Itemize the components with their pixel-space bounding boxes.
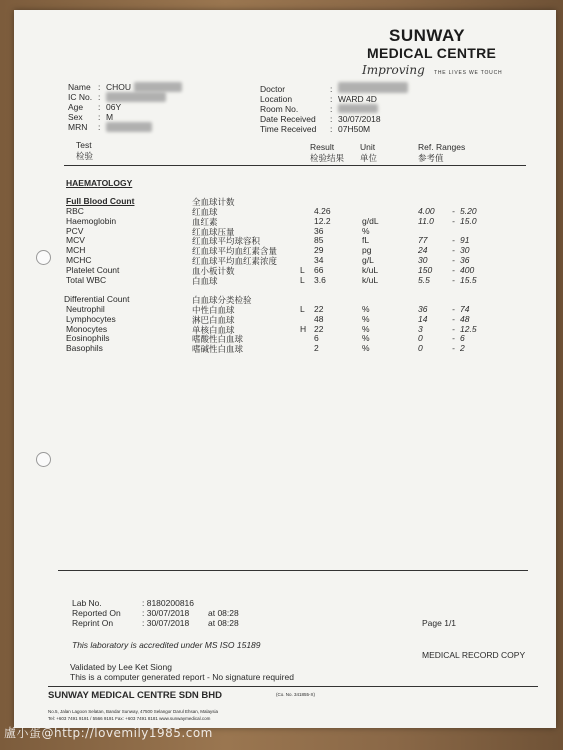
reprint-date: : 30/07/2018	[142, 618, 190, 628]
tagline-small: THE LIVES WE TOUCH	[434, 70, 503, 76]
page-number: Page 1/1	[422, 618, 457, 628]
range-dash: -	[452, 235, 455, 246]
range-dash: -	[452, 343, 455, 354]
col-unit: Unit	[360, 142, 376, 152]
col-result: Result	[310, 142, 335, 152]
range-dash: -	[452, 245, 455, 256]
name-label: Name	[68, 82, 91, 92]
cell-lo: 36	[418, 304, 428, 314]
cell-result: 6	[314, 333, 319, 344]
colon: :	[98, 82, 101, 92]
time-received-value: 07H50M	[338, 124, 371, 134]
cell-name: Platelet Count	[66, 264, 120, 275]
cell-lo: 150	[418, 264, 433, 275]
cell-result: 85	[314, 235, 324, 246]
cell-unit: %	[362, 225, 370, 236]
cell-lo: 5.5	[418, 274, 430, 285]
colon: :	[330, 84, 333, 94]
cell-result: 36	[314, 225, 324, 236]
computer-generated-note: This is a computer generated report - No signature required	[70, 672, 294, 682]
patient-sex: M	[106, 112, 114, 122]
patient-name: CHOU	[106, 82, 132, 92]
colon: :	[98, 122, 101, 132]
lab-no-value: : 8180200816	[142, 598, 194, 608]
cell-name: MCHC	[66, 255, 92, 265]
col-ref-cn: 参考值	[418, 153, 444, 163]
cell-hi: 2	[460, 343, 465, 354]
cell-lo: 4.00	[418, 206, 435, 216]
cell-lo: 3	[418, 323, 423, 334]
range-dash: -	[452, 304, 455, 314]
tagline-script: Improving	[362, 63, 425, 77]
cell-unit: %	[362, 313, 370, 324]
cell-result: 29	[314, 245, 324, 256]
footer-divider	[58, 570, 528, 571]
address-line2: Tel: +603 7491 9191 / 5566 9191 Fax: +603 7491 8181 www.sunwaymedical.com	[48, 716, 211, 721]
reprint-at: at 08:28	[208, 618, 239, 628]
reprint-label: Reprint On	[72, 618, 114, 628]
cell-result: 12.2	[314, 215, 331, 226]
diff-title: Differential Count	[64, 294, 130, 304]
address-line1: No.5, Jalan Lagoon Selatan, Bandar Sunway, 47500 Selangor Darul Ehsan, Malaysia	[48, 709, 219, 714]
cell-cn: 红血球平均血红素含量	[192, 246, 278, 257]
lab-report-page	[14, 10, 556, 728]
cell-lo: 30	[418, 255, 428, 265]
range-dash: -	[452, 313, 455, 324]
cell-cn: 单核白血球	[192, 324, 235, 335]
cell-result: 2	[314, 343, 319, 354]
cell-result: 22	[314, 304, 324, 314]
colon: :	[98, 112, 101, 122]
redaction-blur	[338, 104, 378, 113]
cell-cn: 中性白血球	[192, 305, 235, 315]
cell-hi: 74	[460, 304, 470, 314]
cell-hi: 91	[460, 235, 470, 246]
cell-result: 48	[314, 313, 324, 324]
cell-result: 22	[314, 323, 324, 334]
location-value: WARD 4D	[338, 94, 377, 104]
doctor-label: Doctor	[260, 84, 286, 94]
lab-no-label: Lab No.	[72, 598, 102, 608]
cell-hi: 6	[460, 333, 465, 344]
reported-label: Reported On	[72, 608, 121, 618]
range-dash: -	[452, 264, 455, 275]
section-title: HAEMATOLOGY	[66, 178, 133, 188]
cell-name: Neutrophil	[66, 304, 105, 314]
cell-cn: 红血球	[192, 207, 218, 217]
cell-unit: %	[362, 323, 370, 334]
colon: :	[330, 94, 333, 104]
punch-hole	[36, 452, 51, 467]
cell-cn: 淋巴白血球	[192, 314, 235, 325]
fbc-title: Full Blood Count	[66, 196, 135, 206]
cell-unit: pg	[362, 245, 372, 256]
colon: :	[330, 124, 333, 134]
diff-title-cn: 白血球分类检验	[192, 295, 252, 305]
cell-unit: %	[362, 304, 370, 314]
cell-flag: L	[300, 264, 305, 275]
accreditation: This laboratory is accredited under MS ISO 15189	[72, 640, 261, 650]
cell-flag: L	[300, 274, 305, 285]
cell-flag: L	[300, 304, 305, 314]
cell-lo: 77	[418, 235, 428, 246]
ic-label: IC No.	[68, 92, 93, 102]
cell-result: 3.6	[314, 274, 326, 285]
redaction-blur	[134, 82, 182, 92]
col-test: Test	[76, 140, 92, 150]
col-ref: Ref. Ranges	[418, 142, 466, 152]
range-dash: -	[452, 215, 455, 226]
reported-at: at 08:28	[208, 608, 239, 618]
cell-name: Lymphocytes	[66, 313, 116, 324]
cell-unit: %	[362, 343, 370, 354]
copy-label: MEDICAL RECORD COPY	[422, 650, 526, 660]
patient-age: 06Y	[106, 102, 122, 112]
col-unit-cn: 单位	[360, 153, 378, 163]
col-result-cn: 检验结果	[310, 153, 345, 163]
colon: :	[98, 102, 101, 112]
cell-name: Haemoglobin	[66, 215, 117, 226]
colon: :	[98, 92, 101, 102]
redaction-blur	[338, 82, 408, 93]
location-label: Location	[260, 94, 293, 104]
date-received-value: 30/07/2018	[338, 114, 381, 124]
cell-unit: fL	[362, 235, 370, 246]
cell-hi: 5.20	[460, 206, 477, 216]
company-divider	[48, 686, 538, 687]
cell-cn: 红血球压量	[192, 226, 235, 237]
cell-name: Basophils	[66, 343, 103, 354]
cell-cn: 血红素	[192, 216, 218, 227]
cell-lo: 14	[418, 313, 428, 324]
cell-name: PCV	[66, 225, 84, 236]
range-dash: -	[452, 274, 455, 285]
redaction-blur	[106, 122, 152, 132]
range-dash: -	[452, 255, 455, 265]
cell-result: 4.26	[314, 206, 331, 216]
cell-name: Total WBC	[66, 274, 107, 285]
cell-hi: 400	[460, 264, 475, 275]
validated-by: Validated by Lee Ket Siong	[70, 662, 172, 672]
cell-result: 34	[314, 255, 324, 265]
cell-hi: 30	[460, 245, 470, 256]
cell-unit: %	[362, 333, 370, 344]
reported-date: : 30/07/2018	[142, 608, 190, 618]
sex-label: Sex	[68, 112, 83, 122]
cell-lo: 0	[418, 343, 423, 354]
cell-hi: 12.5	[460, 323, 477, 334]
mrn-label: MRN	[68, 122, 88, 132]
cell-hi: 36	[460, 255, 470, 265]
cell-name: MCV	[66, 235, 85, 246]
cell-lo: 11.0	[418, 215, 434, 226]
cell-lo: 0	[418, 333, 423, 344]
cell-unit: k/uL	[362, 274, 379, 285]
age-label: Age	[68, 102, 84, 112]
cell-name: MCH	[66, 245, 86, 256]
brand-line2: MEDICAL CENTRE	[367, 45, 497, 61]
cell-hi: 15.0	[460, 215, 477, 226]
cell-cn: 红血球平均球容积	[192, 236, 261, 247]
cell-cn: 白血球	[192, 275, 218, 286]
header-divider	[64, 165, 526, 166]
fbc-title-cn: 全血球计数	[192, 197, 235, 207]
cell-lo: 24	[418, 245, 428, 256]
cell-cn: 血小板计数	[192, 265, 235, 276]
date-received-label: Date Received	[260, 114, 316, 124]
colon: :	[330, 114, 333, 124]
redaction-blur	[106, 92, 166, 102]
cell-cn: 嗜酸性白血球	[192, 334, 244, 345]
cell-unit: g/L	[362, 255, 374, 265]
company-name: SUNWAY MEDICAL CENTRE SDN BHD	[48, 690, 223, 701]
range-dash: -	[452, 323, 455, 334]
colon: :	[330, 104, 333, 114]
cell-unit: k/uL	[362, 264, 379, 275]
time-received-label: Time Received	[260, 124, 317, 134]
company-no: (Co. No. 341855-X)	[276, 692, 316, 697]
cell-hi: 48	[460, 313, 470, 324]
cell-name: Eosinophils	[66, 333, 110, 344]
watermark: 盧小蛋@http://lovemily1985.com	[4, 726, 213, 740]
range-dash: -	[452, 333, 455, 344]
room-label: Room No.	[260, 104, 299, 114]
cell-flag: H	[300, 323, 307, 334]
cell-unit: g/dL	[362, 215, 379, 226]
punch-hole	[36, 250, 51, 265]
cell-name: Monocytes	[66, 323, 108, 334]
cell-result: 66	[314, 264, 324, 275]
range-dash: -	[452, 206, 455, 216]
col-test-cn: 检验	[76, 151, 94, 161]
cell-hi: 15.5	[460, 274, 477, 285]
cell-name: RBC	[66, 206, 84, 216]
cell-cn: 红血球平均血红素浓度	[192, 256, 278, 266]
brand-line1: SUNWAY	[389, 26, 466, 45]
cell-cn: 嗜碱性白血球	[192, 344, 244, 355]
